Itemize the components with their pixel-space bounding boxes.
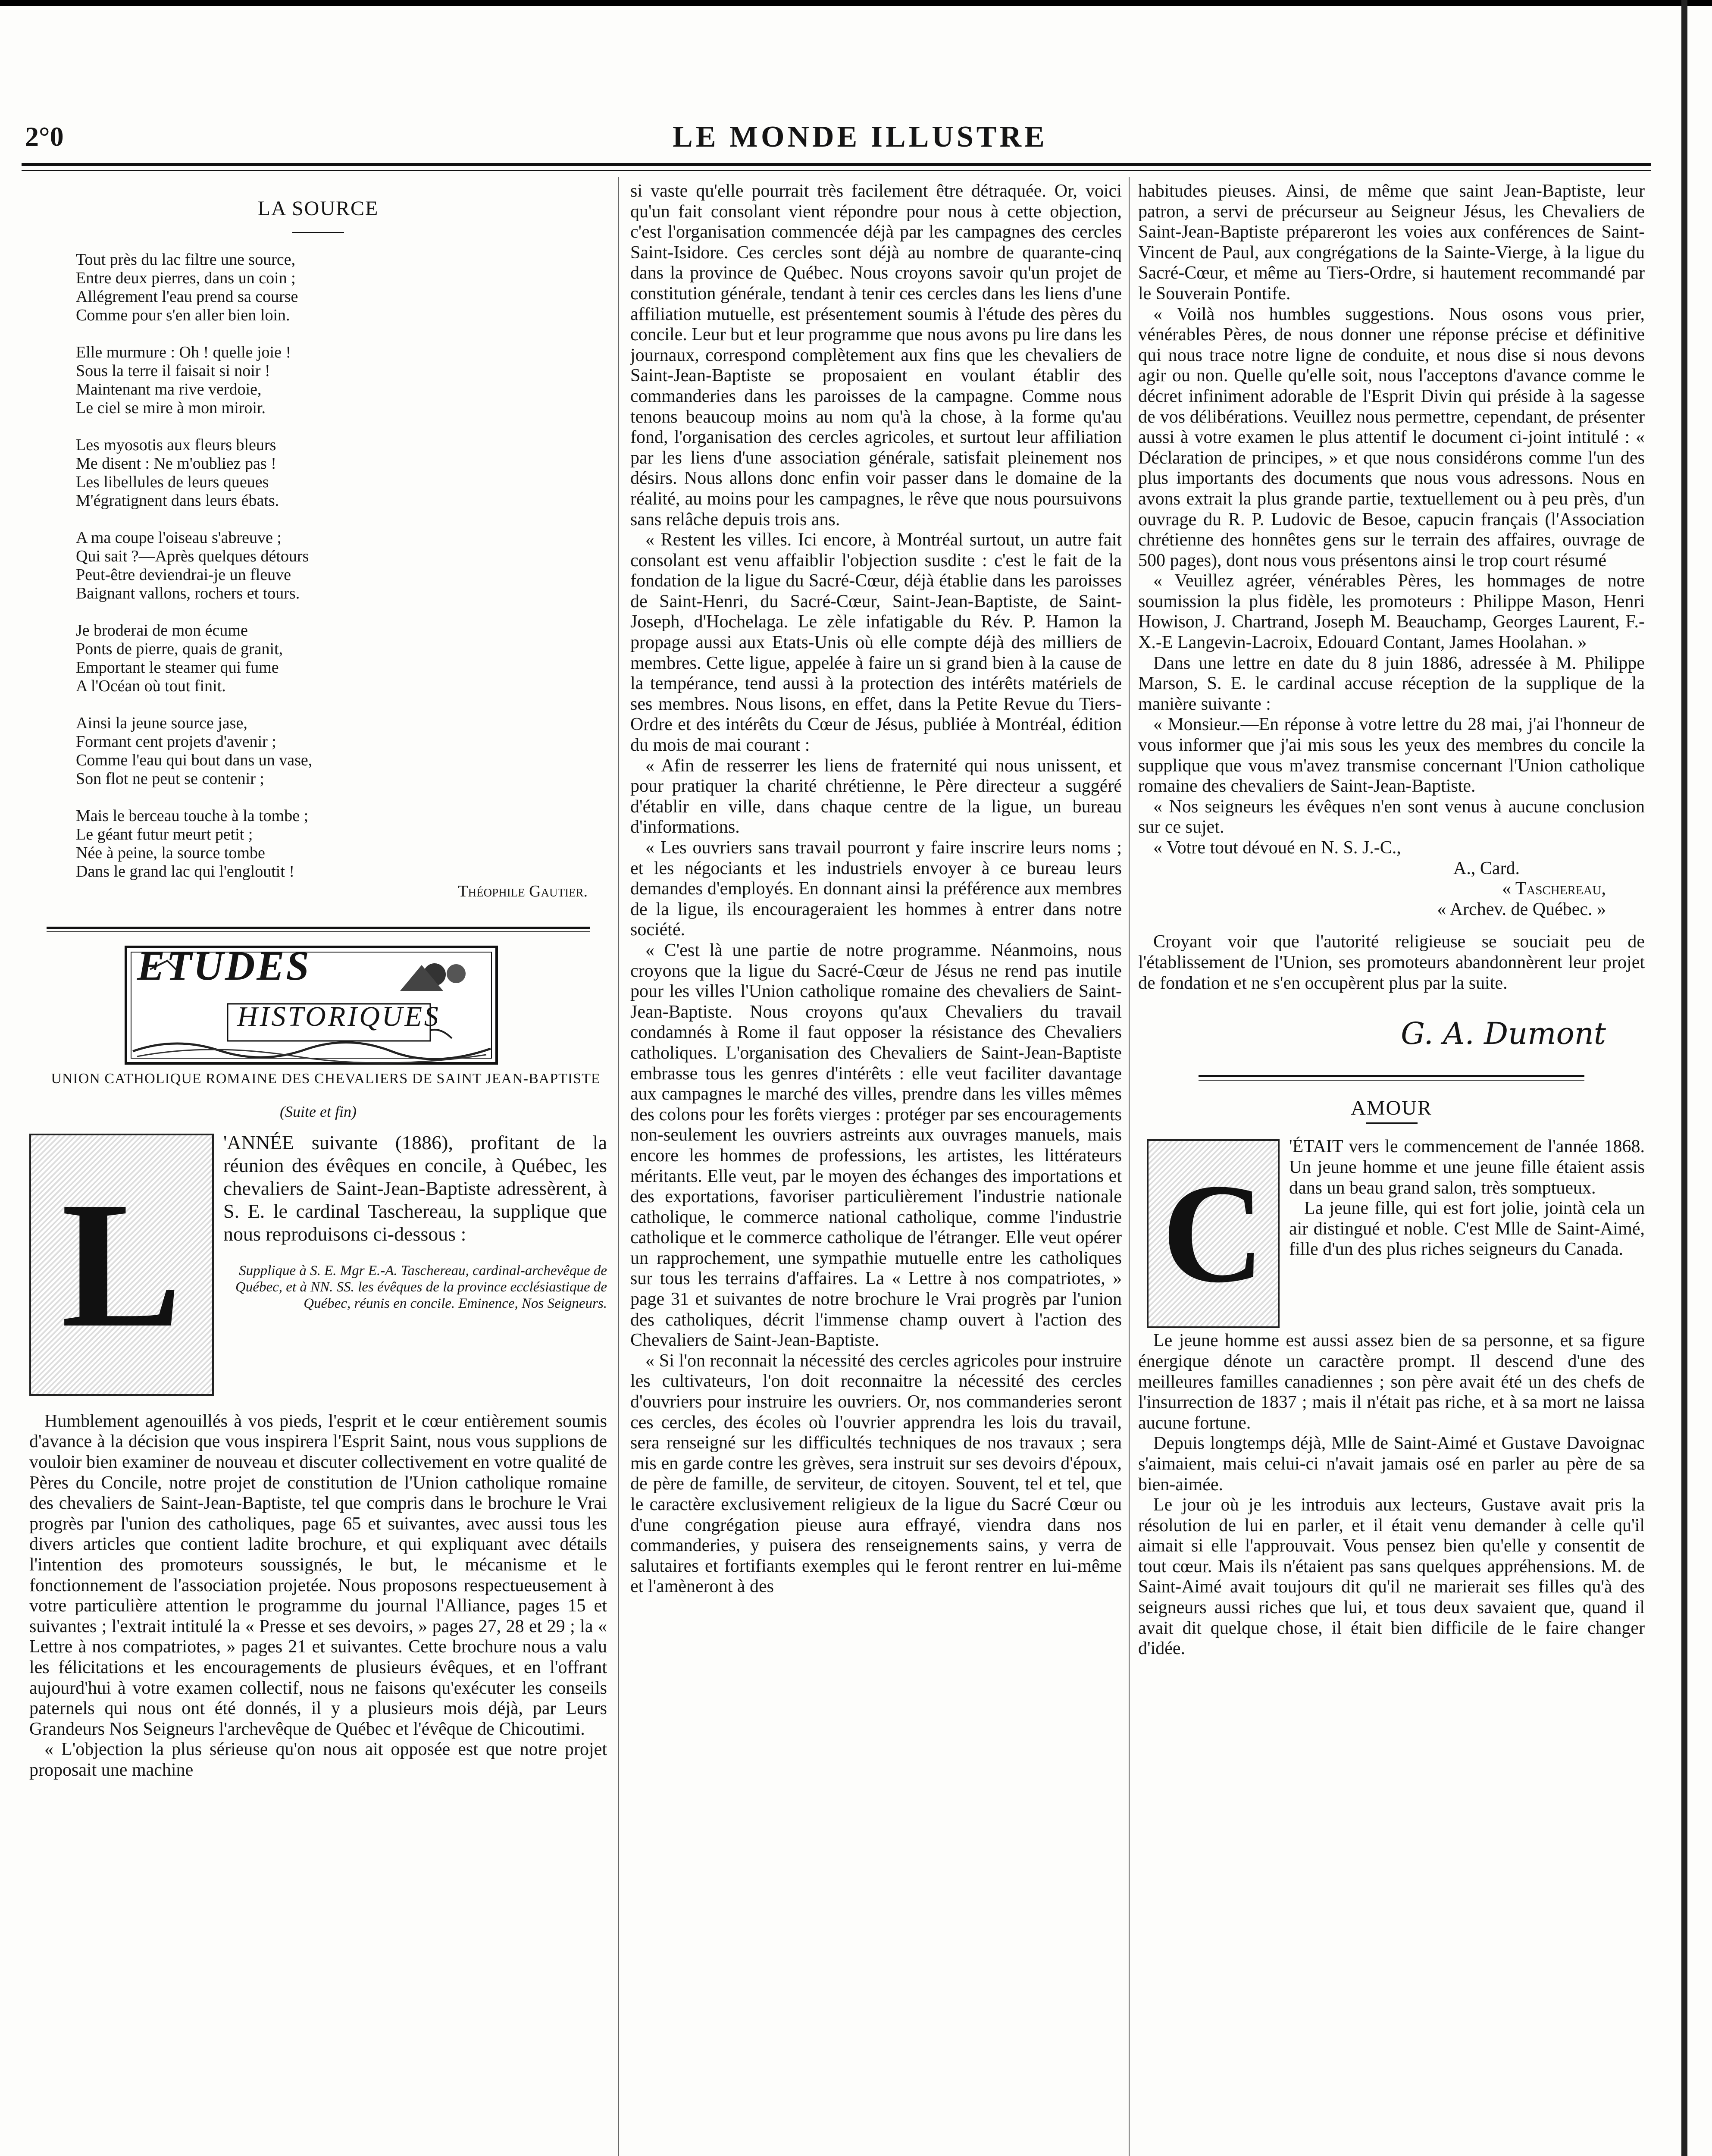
top-border-rule — [0, 0, 1712, 6]
signature-text: G. A. Dumont — [1401, 1016, 1606, 1052]
body-paragraph: « Monsieur.—En réponse à votre lettre du 28 mai, j'ai l'honneur de vous informer que j'ai mis sous les yeux des membres du concile la supplique que vous m'avez transmise concernant l'Union catholique romaine des chevaliers de Saint-Jean-Baptiste. — [1138, 714, 1645, 796]
column-divider-2 — [1129, 177, 1130, 2156]
body-paragraph: « C'est là une partie de notre programme. Néanmoins, nous croyons que la ligue du Sacré-Cœur de Jésus ne rend pas inutile pour les villes l'Union catholique romaine des chevaliers de Saint-Jean-Baptiste. Nous croyons qu'aux Chevaliers du travail condamnés à Rome il faut opposer la résistance des Chevaliers catholiques. L'organisation des Chevaliers de Saint-Jean-Baptiste embrasse tous les genres d'intérêts : elle veut faciliter davantage aux campagnes le marché des villes, prendre dans les villes mêmes des colons pour les forêts vierges : protéger par ses encouragements non-seulement les ouvriers astreints aux ouvrages manuels, mais encore les hommes de professions, les artistes, les littérateurs méritants. Elle veut, par le moyen des échanges des importations et des exportations, favoriser particulièrement l'industrie nationale catholique, le commerce national catholique, comme l'industrie catholique et le commerce catholique de l'étranger. Elle veut opérer un rapprochement, une sympathie mutuelle entre les catholiques sur tous les terrains d'affaires. La « Lettre à nos compatriotes, » page 31 et suivantes de notre brochure le Vrai progrès par l'union des catholiques, décrit l'immense champ ouvert à l'action des Chevaliers de Saint-Jean-Baptiste. — [630, 940, 1122, 1351]
header-rule-thick — [22, 163, 1651, 166]
poem-stanza: A ma coupe l'oiseau s'abreuve ; Qui sait ?—Après quelques détours Peut-être deviendrai-je un fleuve Baignant vallons, rochers et tours. — [76, 528, 309, 602]
section-rule-thin — [1199, 1080, 1584, 1081]
story-dropcap-letter: C — [1161, 1155, 1265, 1313]
signoff-line: « Taschereau, — [1502, 879, 1606, 899]
story-title: AMOUR — [1351, 1096, 1432, 1119]
section-rule-thin — [47, 931, 590, 932]
header-rule-thin — [22, 170, 1651, 171]
poem-stanza: Ainsi la jeune source jase, Formant cent projets d'avenir ; Comme l'eau qui bout dans un vase, Son flot ne peut se contenir ; — [76, 714, 313, 788]
article-heading: UNION CATHOLIQUE ROMAINE DES CHEVALIERS DE SAINT JEAN-BAPTISTE — [51, 1070, 601, 1087]
banner-title-line1: ETUDES — [137, 942, 311, 989]
column-2 — [630, 181, 1122, 2156]
body-paragraph: habitudes pieuses. Ainsi, de même que saint Jean-Baptiste, leur patron, a servi de précurseur au Seigneur Jésus, les Chevaliers de Saint-Jean-Baptiste prépareront les voies aux conférences de Saint-Vincent de Paul, aux congrégations de la Sainte-Vierge, à la ligue du Sacré-Cœur, et même au Tiers-Ordre, si hautement recommandé par le Souverain Pontife. — [1138, 181, 1645, 304]
signoff-line: A., Card. — [1453, 858, 1520, 878]
intro-paragraph: 'ANNÉE suivante (1886), profitant de la réunion des évêques en concile, à Québec, les chevaliers de Saint-Jean-Baptiste adressèrent, à S. E. le cardinal Taschereau, la supplique que nous reproduisons ci-dessous : — [223, 1131, 607, 1245]
supplique-caption: Supplique à S. E. Mgr E.-A. Taschereau, cardinal-archevêque de Québec, et à NN. SS. les évêques de la province ecclésiastique de Québec, réunis en concile. Eminence, Nos Seigneurs. — [235, 1263, 607, 1311]
dropcap-illustration — [29, 1134, 214, 1396]
column-divider-1 — [618, 177, 619, 2156]
dropcap-letter: L — [61, 1164, 182, 1365]
story-paragraph: Depuis longtemps déjà, Mlle de Saint-Aimé et Gustave Davoignac s'aimaient, mais celui-ci n'avait jamais osé en parler au père de sa bien-aimée. — [1138, 1433, 1645, 1495]
masthead: LE MONDE ILLUSTRE — [673, 120, 1048, 154]
right-edge-bar — [1681, 0, 1687, 2156]
body-paragraph: « Nos seigneurs les évêques n'en sont venus à aucune conclusion sur ce sujet. — [1138, 796, 1645, 837]
section-rule — [47, 927, 590, 929]
poem-stanza: Je broderai de mon écume Ponts de pierre, quais de granit, Emportant le steamer qui fume A l'Océan où tout finit. — [76, 621, 283, 695]
body-paragraph: « Voilà nos humbles suggestions. Nous osons vous prier, vénérables Pères, de nous donner une réponse précise et définitive qui nous trace notre ligne de conduite, et nous dise si nous devons agir ou non. Quelle qu'elle soit, nous l'acceptons d'avance comme le décret infiniment adorable de l'Esprit Divin qui préside à la sagesse de vos délibérations. Veuillez nous permettre, cependant, de présenter aussi à votre examen le plus attentif le document ci-joint intitulé : « Déclaration de principes, » et que nous considérons comme l'un des plus importants des documents que nous vous adressons. Nous en avons extrait la plus grande partie, textuellement ou à peu près, d'un ouvrage du R. P. Ludovic de Besoe, capucin français (l'Association chrétienne des honnêtes gens sur le terrain des affaires, ouvrage de 500 pages), dont nous vous présentons ainsi le trop court résumé — [1138, 304, 1645, 570]
body-paragraph: « Restent les villes. Ici encore, à Montréal surtout, un autre fait consolant est venu affaiblir l'objection susdite : c'est le fait de la fondation de la ligue du Sacré-Cœur, déjà établie dans les paroisses de Saint-Henri, du Sacré-Cœur, Saint-Jean-Baptiste, de Saint-Joseph, d'Hochelaga. Le zèle infatigable du Rév. P. Hamon la propage aussi aux Etats-Unis où elle compte déjà des milliers de membres. Cette ligue, appelée à faire un si grand bien à la cause de la tempérance, tend aussi à la protection des intérêts matériels de ses membres. Nous lisons, en effet, dans la Petite Revue du Tiers-Ordre et des intérêts du Cœur de Jésus, publiée à Montréal, édition du mois de mai courant : — [630, 530, 1122, 755]
body-paragraph: « Les ouvriers sans travail pourront y faire inscrire leurs noms ; et les négociants et les industriels envoyer à ce bureau leurs demandes d'employés. En donnant ainsi la préférence aux membres de la ligue, ils encourageraient les hommes à entrer dans notre société. — [630, 838, 1122, 940]
poem-stanza: Les myosotis aux fleurs bleurs Me disent : Ne m'oubliez pas ! Les libellules de leurs queues M'égratignent dans leurs ébats. — [76, 436, 279, 510]
body-paragraph: si vaste qu'elle pourrait très facilement être détraquée. Or, voici qu'un fait consolant vient répondre pour nous à cette objection, c'est l'organisation commencée déjà par les campagnes des cercles Saint-Isidore. Ces cercles sont déjà au nombre de quarante-cinq dans la province de Québec. Nous croyons savoir qu'un projet de constitution générale, tendant à tenir ces cercles dans les liens d'une affiliation mutuelle, est présentement soumis à l'étude des pères du concile. Leur but et leur programme que nous avons pu lire dans les journaux, correspond complètement aux fins que les chevaliers de Saint-Jean-Baptiste se proposaient en voulant établir des commanderies dans les paroisses de la campagne. Comme nous tenons beaucoup moins au nom qu'à la chose, à la forme qu'au fond, l'organisation des cercles agricoles, et surtout leur affiliation par les liens d'une association générale, satisfait pleinement nos désirs. Nous allons donc enfin voir passer dans le domaine de la réalité, au moins pour les campagnes, le rêve que nous poursuivons sans relâche depuis trois ans. — [630, 181, 1122, 530]
story-paragraph: Le jour où je les introduis aux lecteurs, Gustave avait pris la résolution de lui en parler, et il était venu demander à celle qu'il aimait si elle l'approuvait. Vous pensez bien qu'elle y consentit de tout cœur. Mais ils n'étaient pas sans quelques appréhensions. M. de Saint-Aimé avait toujours dit qu'il ne marierait ses filles qu'à des seigneurs aussi riches que lui, et tous deux savaient que, quand il avait dit quelque chose, il était bien difficile de le faire changer d'idée. — [1138, 1495, 1645, 1659]
poem-stanza: Tout près du lac filtre une source, Entre deux pierres, dans un coin ; Allégrement l'eau prend sa course Comme pour s'en aller bien loin. — [76, 250, 298, 324]
story-dropcap-illustration — [1147, 1139, 1280, 1328]
column-1 — [29, 198, 607, 2156]
etudes-historiques-banner — [124, 943, 499, 1069]
signoff-line: « Archev. de Québec. » — [1437, 899, 1606, 919]
body-paragraph: « Afin de resserrer les liens de fraternité qui nous unissent, et pour pratiquer la charité chrétienne, le Père directeur a suggéré d'établir en ville, dans chaque centre de la ligue, un bureau d'informations. — [630, 755, 1122, 837]
page-number: 2°0 — [25, 121, 64, 152]
poem-stanza: Elle murmure : Oh ! quelle joie ! Sous la terre il faisait si noir ! Maintenant ma rive verdoie, Le ciel se mire à mon miroir. — [76, 343, 291, 417]
body-paragraph: « Votre tout dévoué en N. S. J.-C., — [1153, 838, 1401, 858]
poem-stanza: Mais le berceau touche à la tombe ; Le géant futur meurt petit ; Née à peine, la source tombe Dans le grand lac qui l'engloutit ! — [76, 806, 309, 881]
title-rule — [1366, 1122, 1418, 1124]
body-paragraph: Dans une lettre en date du 8 juin 1886, adressée à M. Philippe Marson, S. E. le cardinal accuse réception de la supplique de la manière suivante : — [1138, 653, 1645, 714]
section-rule — [1199, 1075, 1584, 1077]
banner-title-line2: HISTORIQUES — [237, 1000, 441, 1032]
body-paragraph: « L'objection la plus sérieuse qu'on nous ait opposée est que notre projet proposait une machine — [29, 1739, 607, 1780]
body-paragraph: Humblement agenouillés à vos pieds, l'esprit et le cœur entièrement soumis d'avance à la décision que vous inspirera l'Esprit Saint, nous vous supplions de vouloir bien examiner de nouveau et discuter collectivement en votre qualité de Pères du Concile, notre projet de constitution de l'Union catholique romaine des chevaliers de Saint-Jean-Baptiste, tel que compris dans le brochure le Vrai progrès par l'union des catholiques, page 65 et suivantes, avec aussi tous les divers articles que contient ladite brochure, et qui expliquant avec détails l'intention des promoteurs soussignés, le but, le mécanisme et le fonctionnement de l'association projetée. Nous proposons respectueusement à votre particulière attention le programme du journal l'Alliance, pages 15 et suivantes ; l'extrait intitulé la « Presse et ses devoirs, » pages 27, 28 et 29 ; la « Lettre à nos compatriotes, » pages 21 et suivantes. Cette brochure nous a valu les félicitations et les encouragements de plusieurs évêques, et en l'offrant aujourd'hui à votre examen collectif, nous ne faisons qu'exécuter les conseils paternels qui nous ont été donnés, il y a plusieurs mois déjà, par Leurs Grandeurs Nos Seigneurs l'archevêque de Québec et l'évêque de Chicoutimi. — [29, 1411, 607, 1739]
body-paragraph: « Veuillez agréer, vénérables Pères, les hommages de notre soumission la plus fidèle, les promoteurs : Philippe Mason, Henri Howison, J. Chartrand, Joseph M. Beauchamp, Georges Laurent, F.-X.-E Langevin-Lacroix, Edouard Contant, James Hoolahan. » — [1138, 571, 1645, 653]
column-3 — [1138, 181, 1645, 2156]
story-paragraph: 'ÉTAIT vers le commencement de l'année 1868. Un jeune homme et une jeune fille étaient assis dans un beau grand salon, très somptueux. — [1289, 1137, 1645, 1198]
body-paragraph: « Si l'on reconnait la nécessité des cercles agricoles pour instruire les cultivateurs, l'on doit reconnaitre la nécessité des cercles d'ouvriers pour instruire les ouvriers. Or, nos commanderies seront ces cercles, des écoles où l'ouvrier apprendra les lois du travail, sera renseigné sur les difficultés techniques de nos travaux ; sera mis en garde contre les grèves, sera instruit sur ses devoirs d'époux, de père de famille, de serviteur, de citoyen. Souvent, tel et tel, que le caractère exclusivement religieux de la ligue du Sacré Cœur ou d'une congrégation pieuse aura effrayé, viendra dans nos commanderies, y puisera des renseignements sains, y verra de salutaires et fortifiants exemples qui le feront rentrer en lui-même et l'amèneront à des — [630, 1351, 1122, 1597]
article-subheading: (Suite et fin) — [280, 1103, 357, 1121]
story-paragraph: Le jeune homme est aussi assez bien de sa personne, et sa figure énergique dénote un caractère prompt. Il descend d'une des meilleures familles canadiennes ; son père avait été un des chefs de l'insurrection de 1837 ; mais il n'était pas riche, et à sa mort ne laissa aucune fortune. — [1138, 1331, 1645, 1433]
title-rule — [292, 232, 344, 233]
story-intro-block — [1138, 1137, 1645, 1331]
intro-block — [29, 1131, 607, 1398]
story-paragraph: La jeune fille, qui est fort jolie, jointà cela un air distingué et noble. C'est Mlle de Saint-Aimé, fille d'un des plus riches seigneurs du Canada. — [1289, 1198, 1645, 1260]
poem — [29, 251, 607, 901]
closing-paragraph: Croyant voir que l'autorité religieuse se souciait peu de l'établissement de l'Union, ses promoteurs abandonnèrent leur projet de fondation et ne s'en occupèrent plus par la suite. — [1138, 932, 1645, 993]
poem-title: LA SOURCE — [257, 198, 379, 220]
author-signature — [1138, 1016, 1645, 1052]
poem-author: Théophile Gautier. — [458, 882, 588, 900]
